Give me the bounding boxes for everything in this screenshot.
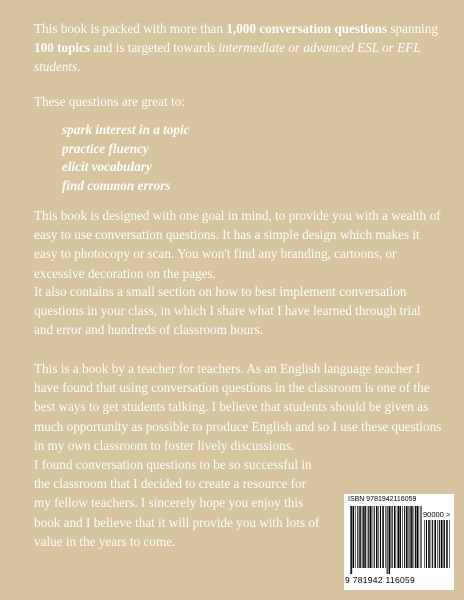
barcode-bar [359,506,361,568]
barcode-bar [355,506,356,568]
barcode-bar [435,520,437,568]
barcode-bar [406,506,408,568]
barcode-bar [372,506,373,568]
use-item: practice fluency [62,140,149,156]
barcode-digits: 9 781942 116059 [345,575,416,585]
intro-paragraph [34,19,442,77]
barcode-bar [441,520,443,568]
intro-topic-count: 100 topics [34,40,91,56]
section-paragraph: It also contains a small section on how to best implement conversation questions in your class, in which I share what I have learned through trial and error and hundreds of classroom hours. [34,284,421,338]
design-paragraph: This book is designed with one goal in mind, to provide you with a wealth of easy to use conversation questions. It has a simple design which makes it easy to photocopy or scan. You won't find any branding, cartoons, or excessive decoration on the pages. [34,208,441,281]
use-item: find common errors [62,177,171,193]
barcode-bar [404,506,405,568]
barcode-bar [426,520,427,568]
barcode-bar [391,506,392,568]
uses-list [62,121,190,195]
barcode-bar [402,506,403,568]
barcode-bar [385,506,386,568]
barcode-bar [419,506,420,568]
barcode-bar [411,506,413,568]
barcode-bar [444,520,445,568]
use-item: spark interest in a topic [62,122,190,137]
barcode-bar [446,520,448,568]
barcode-bar [378,506,379,568]
barcode-bar [410,506,411,568]
barcode-bar [392,506,393,568]
barcode-bar [362,506,363,568]
intro-text-1: This book is packed with more than [34,21,227,36]
barcode-bar [374,506,375,568]
price-code: 90000 > [423,510,451,519]
great-to-heading: These questions are great to: [34,94,185,109]
barcode-bar [421,506,422,568]
barcode-bar [351,506,352,574]
barcode-bar [399,506,401,568]
barcode-bar [376,506,378,568]
barcode-bar [353,506,355,568]
barcode-bar [443,520,444,568]
barcode-bar [363,506,364,568]
barcode-bar [415,506,416,568]
barcode-addon-bars [424,520,450,574]
barcode-bar [364,506,366,568]
isbn-label: ISBN 9781942116059 [348,496,417,503]
intro-text-3: and is targeted towards [90,40,219,56]
barcode-bar [424,520,425,568]
barcode-bar [380,506,381,568]
isbn-barcode [344,494,454,590]
intro-audience: intermediate or advanced ESL or EFL students. [34,40,421,75]
barcode-bar [367,506,368,568]
barcode-bar [428,520,430,568]
barcode-bar [370,506,372,568]
teacher-paragraph: This is a book by a teacher for teachers. As an English language teacher I have found that using conversation questions in the classroom is one of the best ways to get students talking. I believe that students should be given as much opportunity as possible to produce English and so I use these questions in my own classroom to foster lively discussions. [34,361,442,453]
barcode-bar [382,506,384,568]
barcode-bar [350,506,351,574]
barcode-bar [431,520,432,568]
barcode-bar [409,506,410,568]
barcode-main-bars [350,506,422,574]
barcode-bar [397,506,398,568]
barcode-bar [389,506,391,574]
barcode-bar [398,506,399,568]
closing-paragraph: I found conversation questions to be so successful in the classroom that I decided to create a resource for my fellow teachers. I sincerely hope you enjoy this book and I believe that it will provide you with lots of value in the years to come. [34,457,320,549]
intro-text-2: spanning [387,21,439,36]
barcode-bar [439,520,440,568]
barcode-bar [387,506,388,574]
barcode-bar [368,506,369,568]
barcode-bar [437,520,438,568]
barcode-bar [357,506,358,568]
barcode-bar [432,520,433,568]
intro-question-count: 1,000 conversation questions [226,21,388,36]
barcode-bar [414,506,415,568]
use-item: elicit vocabulary [62,159,152,175]
barcode-bar [417,506,419,568]
barcode-bar [394,506,396,568]
barcode-bar [449,520,450,568]
